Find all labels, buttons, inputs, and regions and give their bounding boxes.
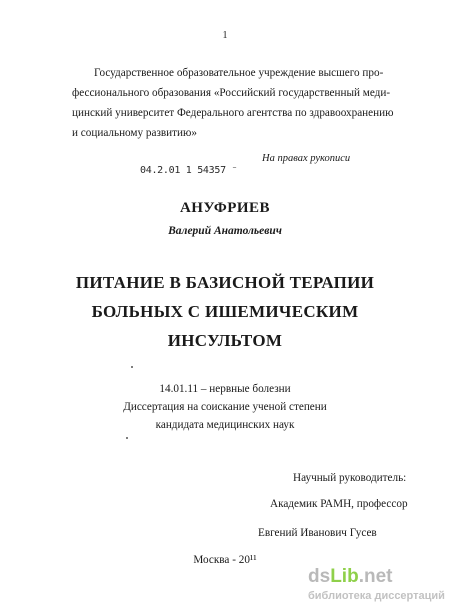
watermark-logo-ds: ds — [308, 566, 331, 587]
supervisor-name: Евгений Иванович Гусев — [258, 527, 377, 539]
city-year: Москва - 20¹¹ — [193, 554, 257, 566]
dissertation-title — [0, 268, 450, 355]
watermark-logo-net: .net — [358, 566, 393, 587]
speck-mark — [131, 366, 133, 368]
supervisor-label: Научный руководитель: — [293, 472, 407, 484]
institution-line: Государственное образовательное учреждение высшего про- — [94, 67, 384, 79]
title-line: ИНСУЛЬТОМ — [167, 331, 283, 350]
supervisor-rank: Академик РАМН, профессор — [270, 498, 408, 510]
manuscript-rights-note: На правах рукописи — [262, 153, 351, 164]
watermark-logo — [308, 566, 392, 588]
degree-line: кандидата медицинских наук — [155, 419, 295, 431]
watermark-logo-lib: Lib — [330, 566, 359, 587]
specialty-block — [0, 380, 450, 434]
author-surname: АНУФРИЕВ — [179, 200, 271, 216]
author-given-name: Валерий Анатольевич — [168, 225, 282, 237]
institution-line: и социальному развитию» — [72, 127, 197, 139]
institution-line: цинский университет Федерального агентства по здравоохранению — [72, 107, 394, 119]
registration-stamp: 04.2.01 1 54357 ⁻ — [140, 165, 238, 176]
institution-block — [72, 63, 432, 143]
speck-mark — [126, 437, 128, 439]
watermark-tagline: библиотека диссертаций — [308, 590, 445, 602]
title-line: БОЛЬНЫХ С ИШЕМИЧЕСКИМ — [91, 302, 359, 321]
specialty-code: 14.01.11 – нервные болезни — [159, 383, 291, 395]
institution-line: фессионального образования «Российский государственный меди- — [72, 87, 391, 99]
title-line: ПИТАНИЕ В БАЗИСНОЙ ТЕРАПИИ — [75, 273, 375, 292]
site-watermark — [308, 566, 448, 606]
degree-line: Диссертация на соискание ученой степени — [123, 401, 327, 413]
page-number: 1 — [222, 30, 228, 41]
